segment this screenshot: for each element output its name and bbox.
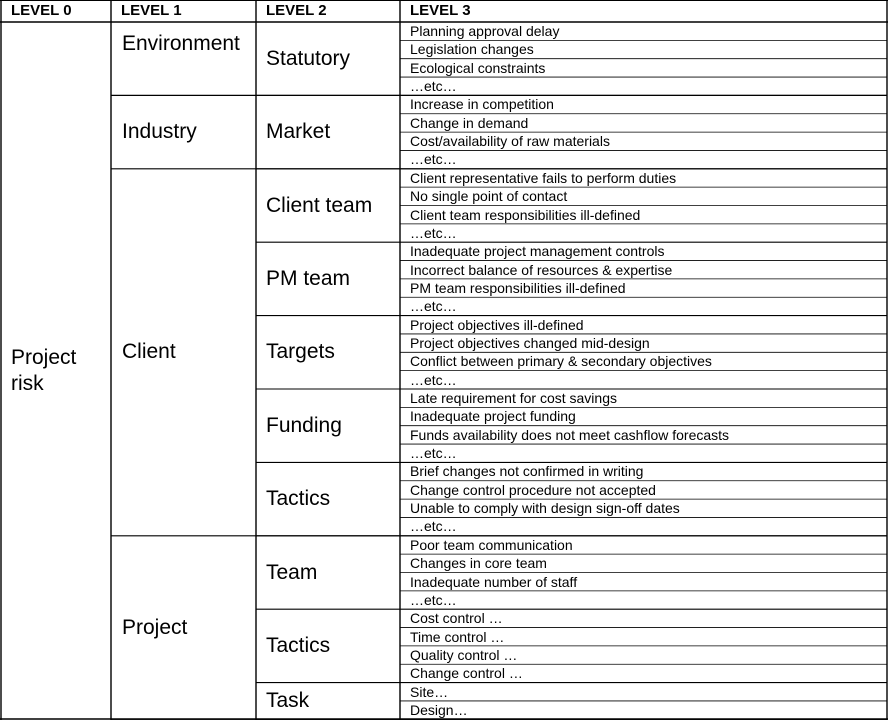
level2-category: Client team — [266, 193, 373, 217]
level2-category: Team — [266, 560, 318, 584]
level2-category: PM team — [266, 266, 351, 290]
level3-risk-item: Unable to comply with design sign-off dates — [410, 500, 680, 517]
level3-risk-item: Project objectives changed mid-design — [410, 334, 650, 351]
level3-risk-item: Increase in competition — [410, 96, 554, 113]
level3-risk-item: Changes in core team — [410, 555, 547, 572]
level3-risk-item: …etc… — [410, 518, 457, 535]
level3-risk-item: Planning approval delay — [410, 23, 560, 39]
level3-risk-item: Brief changes not confirmed in writing — [410, 463, 644, 480]
level3-risk-item: Change control procedure not accepted — [410, 481, 656, 498]
level2-category: Task — [266, 688, 310, 712]
level3-risk-item: Change control … — [410, 665, 523, 682]
level3-risk-item: Change in demand — [410, 114, 529, 131]
level3-risk-item: Incorrect balance of resources & expertise — [410, 261, 673, 278]
header-level-1: LEVEL 1 — [121, 2, 182, 19]
header-level-3: LEVEL 3 — [410, 2, 471, 19]
level3-risk-item: Conflict between primary & secondary objectives — [410, 353, 712, 370]
level1-category: Client — [122, 340, 176, 364]
level3-risk-item: Ecological constraints — [410, 59, 546, 76]
level3-risk-item: Client representative fails to perform duties — [410, 169, 677, 186]
level3-risk-item: Inadequate project funding — [410, 408, 576, 425]
level1-category: Industry — [122, 120, 197, 144]
level2-category: Statutory — [266, 46, 351, 70]
level1-category: Environment — [122, 32, 240, 55]
header-level-0: LEVEL 0 — [11, 2, 72, 19]
level2-category: Tactics — [266, 487, 331, 511]
level2-category: Market — [266, 120, 331, 144]
level3-risk-item: Quality control … — [410, 646, 518, 663]
level3-risk-item: …etc… — [410, 298, 457, 315]
level3-risk-item: …etc… — [410, 371, 457, 388]
level0-category: Project risk — [11, 346, 77, 395]
level3-risk-item: Poor team communication — [410, 536, 573, 553]
level3-risk-item: PM team responsibilities ill-defined — [410, 279, 626, 296]
level3-risk-item: …etc… — [410, 591, 457, 608]
level3-risk-item: Time control … — [410, 628, 505, 645]
level1-category: Project — [122, 615, 188, 639]
level3-risk-item: Project objectives ill-defined — [410, 316, 584, 333]
level3-risk-item: Inadequate project management controls — [410, 243, 665, 260]
level3-risk-item: Cost/availability of raw materials — [410, 133, 610, 150]
level3-risk-item: Design… — [410, 701, 468, 718]
level2-category: Funding — [266, 413, 342, 437]
level3-risk-item: Late requirement for cost savings — [410, 390, 617, 406]
level3-risk-item: Site… — [410, 683, 449, 700]
level3-risk-item: Inadequate number of staff — [410, 573, 578, 590]
level3-risk-item: Cost control … — [410, 610, 503, 627]
level3-risk-item: …etc… — [410, 224, 457, 241]
level3-risk-item: Legislation changes — [410, 41, 534, 58]
level3-risk-item: …etc… — [410, 151, 457, 168]
level2-category: Tactics — [266, 633, 331, 657]
level3-risk-item: Funds availability does not meet cashflow forecasts — [410, 426, 730, 443]
level3-risk-item: Client team responsibilities ill-defined — [410, 206, 641, 223]
level3-risk-item: …etc… — [410, 445, 457, 462]
level3-risk-item: …etc… — [410, 78, 457, 95]
level3-risk-item: No single point of contact — [410, 188, 568, 205]
level2-category: Targets — [266, 340, 335, 364]
header-level-2: LEVEL 2 — [266, 2, 327, 19]
